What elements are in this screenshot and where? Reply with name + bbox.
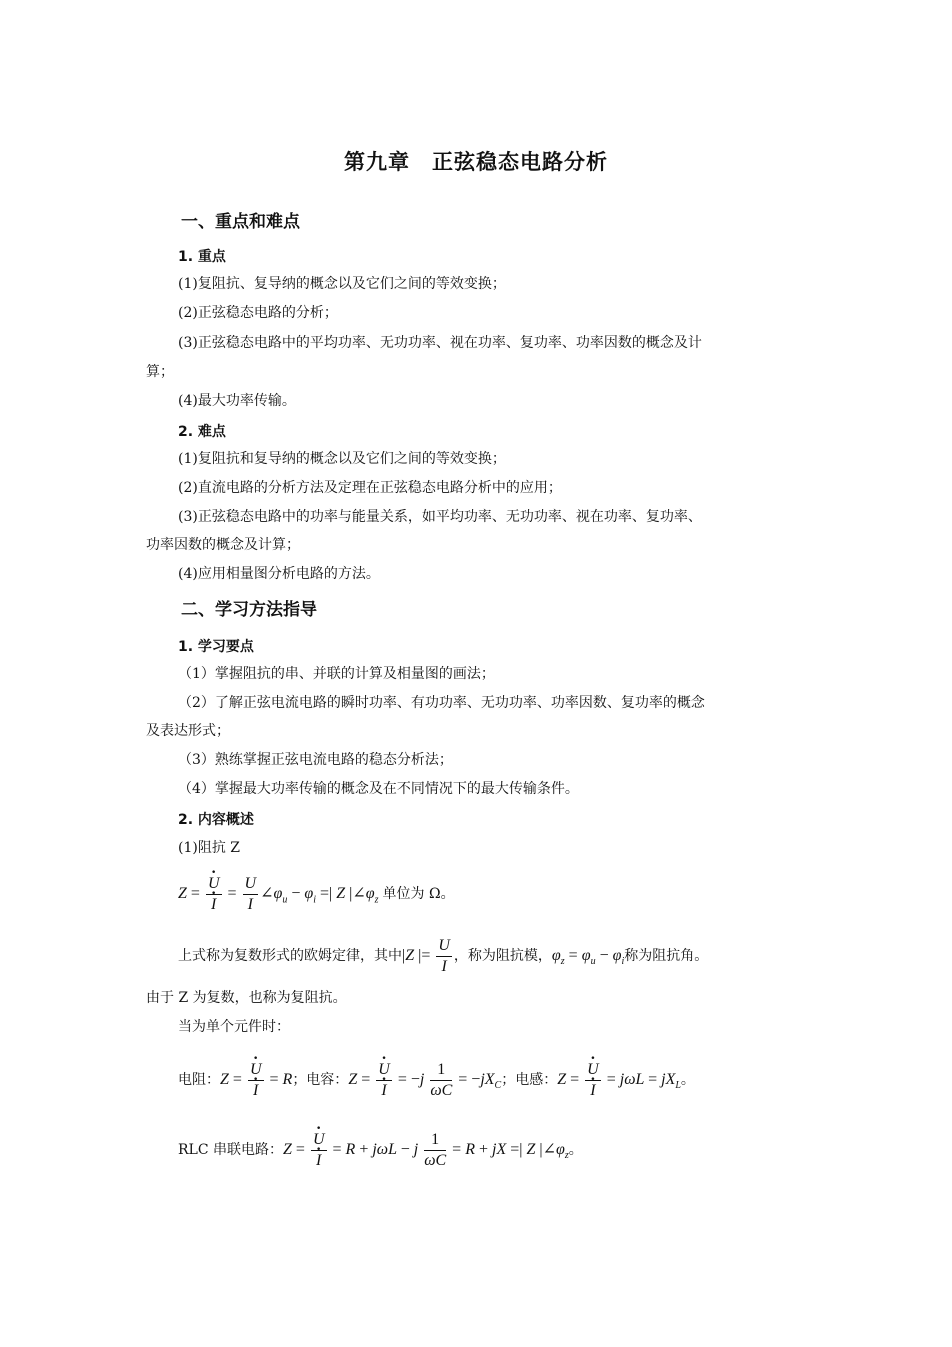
study-point-4: （4）掌握最大功率传输的概念及在不同情况下的最大传输条件。 [178, 781, 579, 797]
section-heading-1: 一、重点和难点 [181, 212, 300, 232]
rlc-label: RLC 串联电路： [178, 1142, 283, 1158]
ohm-law-text-a: 上式称为复数形式的欧姆定律，其中 [178, 948, 402, 964]
single-element-formulas: 电阻：Z = · U · I = R；电容：Z = · U · I = −j $\frac{1}{\omega C}$ = $-jX_C$；电感：Z = · U · I = $j\omega L = jX_L$。 [178, 1060, 695, 1106]
end-mark-1: 。 [680, 1072, 695, 1088]
subheading-study-points: 1. 学习要点 [178, 639, 254, 655]
key-point-1: (1)复阻抗、复导纳的概念以及它们之间的等效变换； [178, 276, 506, 292]
rlc-formula: RLC 串联电路：Z = · U · I = R + jωL − j $\frac{1}{\omega C}$ = R + jX =| Z $|\angle\varphi_z$。 [178, 1130, 583, 1176]
subheading-overview: 2. 内容概述 [178, 812, 254, 828]
ohm-law-description: 上式称为复数形式的欧姆定律，其中|Z |= $\frac{U}{I}$ ，称为阻抗模，$\varphi_z = \varphi_u - \varphi_i$称为阻抗角。 [178, 936, 709, 975]
impedance-label: (1)阻抗 Z [178, 840, 241, 856]
subheading-difficulties: 2. 难点 [178, 424, 226, 440]
difficulty-1: (1)复阻抗和复导纳的概念以及它们之间的等效变换； [178, 451, 506, 467]
difficulty-4: (4)应用相量图分析电路的方法。 [178, 566, 380, 582]
unit-text: 单位为 Ω。 [382, 886, 455, 903]
study-point-1: （1）掌握阻抗的串、并联的计算及相量图的画法； [178, 666, 495, 682]
end-mark-2: 。 [568, 1142, 583, 1158]
study-point-2-line2: 及表达形式； [146, 723, 230, 739]
resistor-label: 电阻： [178, 1072, 220, 1088]
capacitor-label: ；电容： [292, 1072, 349, 1088]
ohm-law-text-c: 称为阻抗角。 [624, 948, 709, 964]
single-element-label: 当为单个元件时： [178, 1019, 290, 1035]
difficulty-3-line1: (3)正弦稳态电路中的功率与能量关系，如平均功率、无功功率、视在功率、复功率、 [178, 509, 702, 525]
impedance-formula: Z = · U · I = $\frac{U}{I}$ $\angle\varphi_u - \varphi_i$ =| Z $|\angle\varphi_z$ 单位为 Ω。 [178, 876, 455, 913]
study-point-2-line1: （2）了解正弦电流电路的瞬时功率、有功功率、无功功率、功率因数、复功率的概念 [178, 695, 705, 711]
inductor-label: ；电感： [501, 1072, 558, 1088]
section-heading-2: 二、学习方法指导 [181, 600, 317, 620]
key-point-3-line2: 算； [146, 364, 174, 380]
ohm-law-text-b: ，称为阻抗模， [453, 948, 552, 964]
study-point-3: （3）熟练掌握正弦电流电路的稳态分析法； [178, 752, 453, 768]
key-point-2: (2)正弦稳态电路的分析； [178, 305, 338, 321]
subheading-key-points: 1. 重点 [178, 249, 226, 265]
key-point-4: (4)最大功率传输。 [178, 393, 296, 409]
difficulty-2: (2)直流电路的分析方法及定理在正弦稳态电路分析中的应用； [178, 480, 562, 496]
difficulty-3-line2: 功率因数的概念及计算； [146, 537, 300, 553]
chapter-title: 第九章 正弦稳态电路分析 [344, 150, 608, 174]
key-point-3-line1: (3)正弦稳态电路中的平均功率、无功功率、视在功率、复功率、功率因数的概念及计 [178, 335, 702, 351]
complex-impedance-note: 由于 Z 为复数，也称为复阻抗。 [146, 990, 347, 1006]
